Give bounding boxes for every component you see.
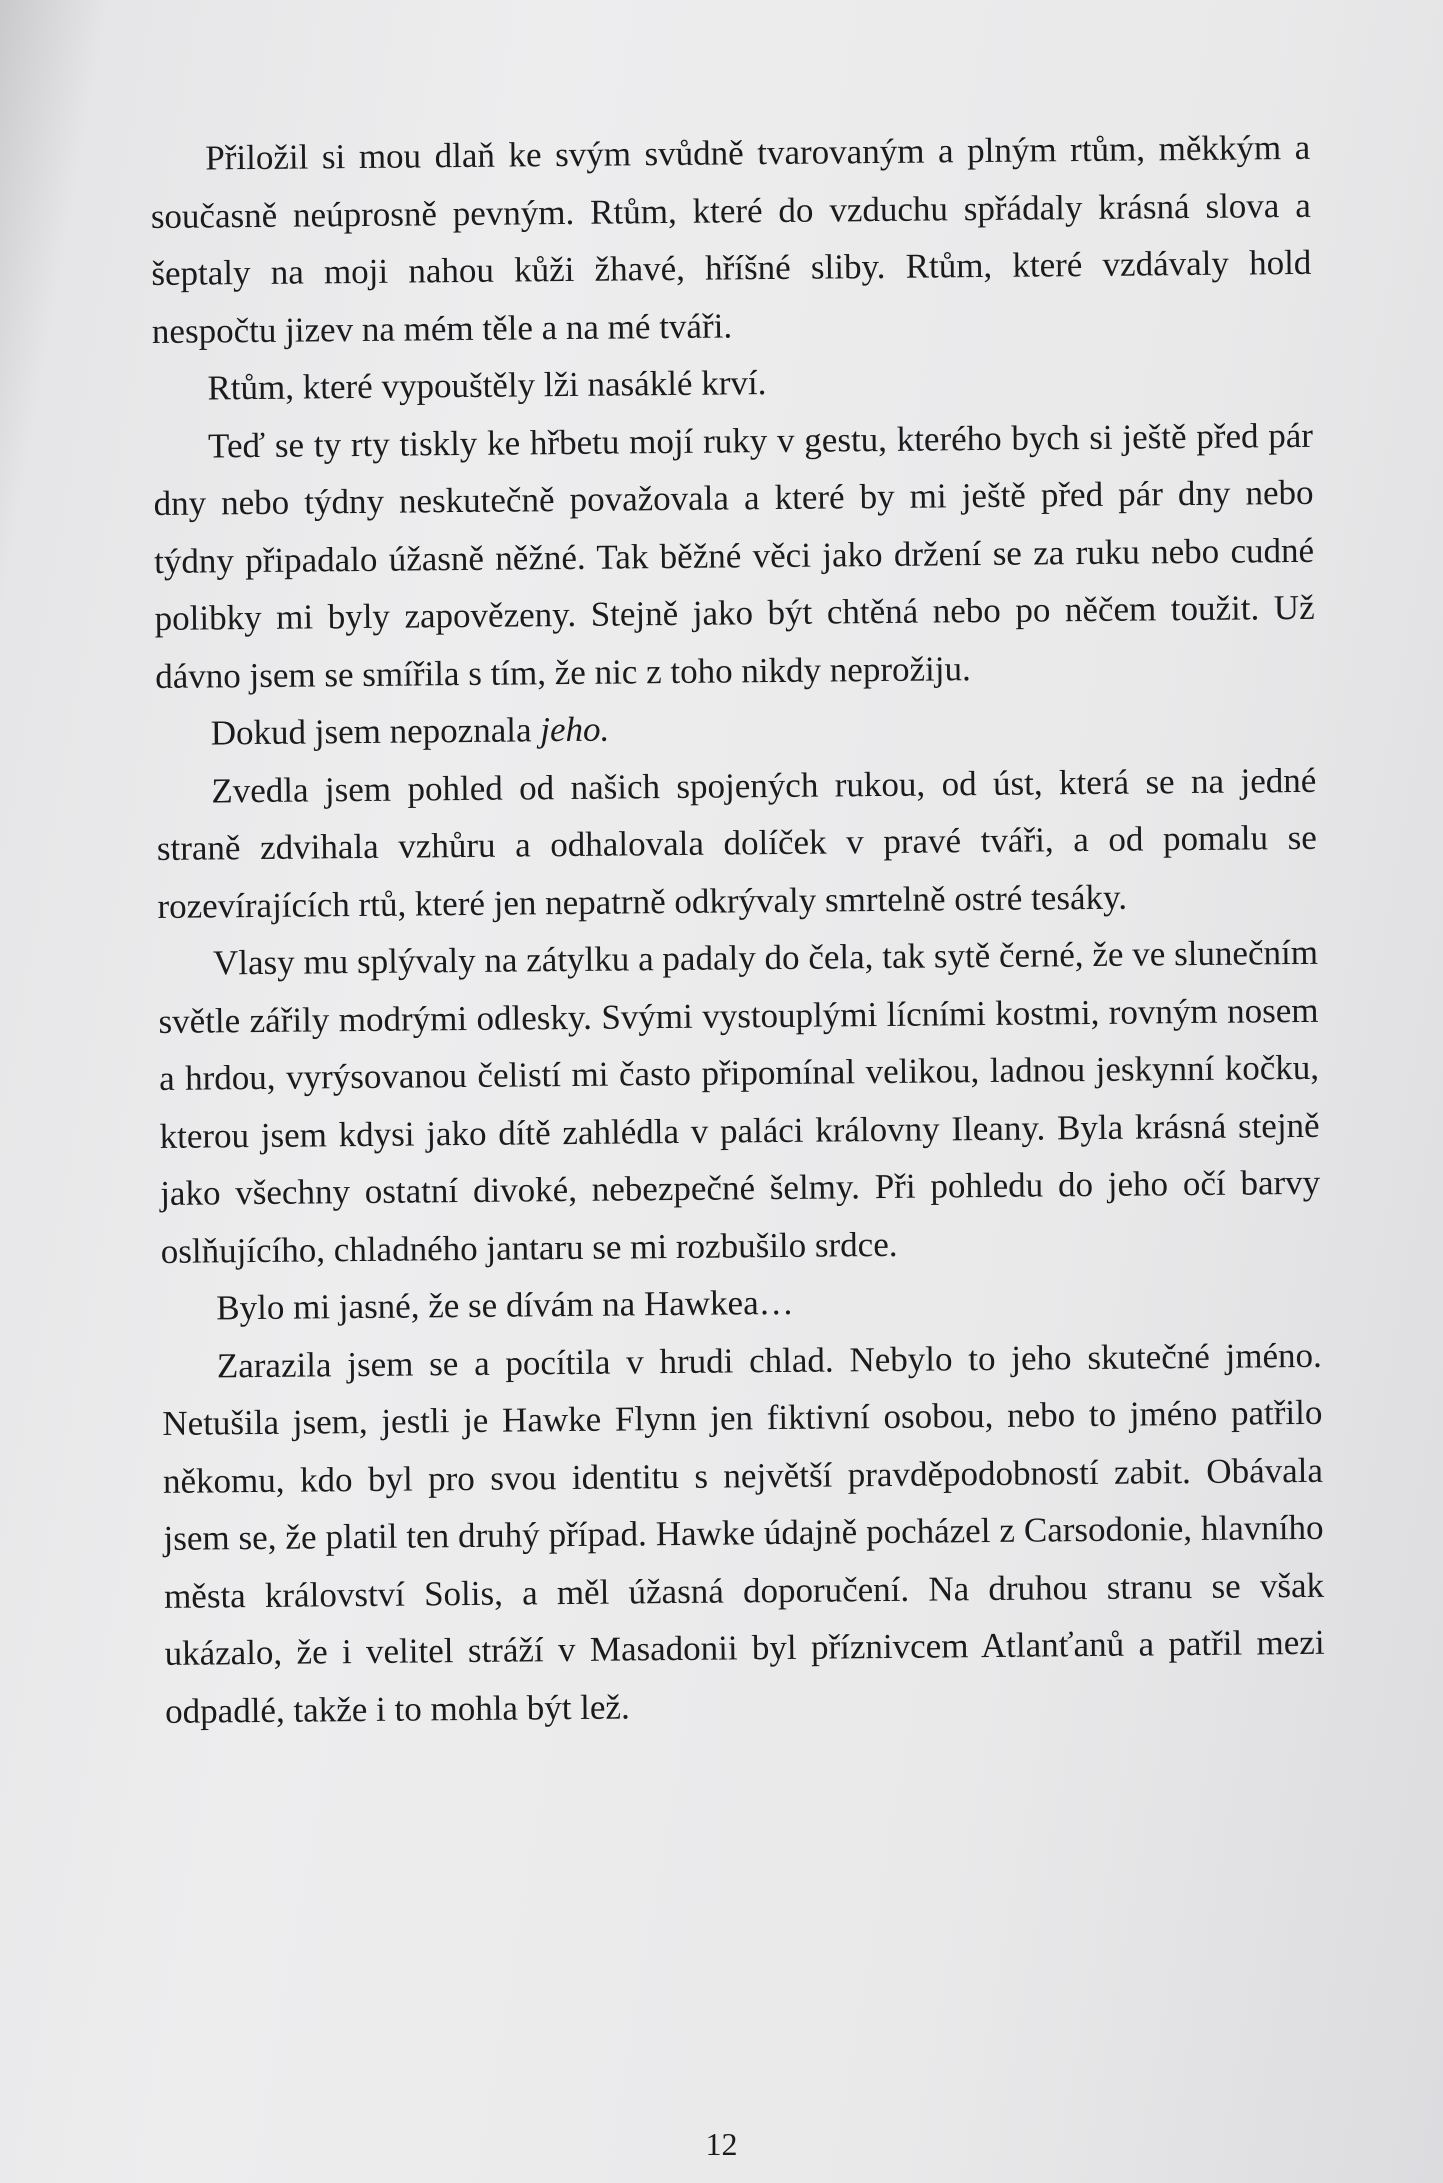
- paragraph-4-text: Dokud jsem nepoznala: [210, 710, 541, 753]
- body-text: [150, 119, 1325, 1740]
- paragraph-3: Teď se ty rty tiskly ke hřbetu mojí ruky v gestu, kterého bych si ještě před pár dny nebo týdny neskutečně považovala a které by mi ještě před pár dny nebo týdny připadalo úžasně něžné. Tak běžné věci jako držení se za ruku nebo cudné polibky mi byly zapovězeny. Stejně jako být chtěná nebo po něčem toužit. Už dávno jsem se smířila s tím, že nic z toho nikdy neprožiju.: [153, 415, 1315, 696]
- paragraph-1: Přiložil si mou dlaň ke svým svůdně tvarovaným a plným rtům, měkkým a současně neúprosně pevným. Rtům, které do vzduchu spřádaly krásná slova a šeptaly na moji nahou kůži žhavé, hříšné sliby. Rtům, které vzdávaly hold nespočtu jizev na mém těle a na mé tváři.: [150, 127, 1312, 351]
- paragraph-8: Zarazila jsem se a pocítila v hrudi chlad. Nebylo to jeho skutečné jméno. Netušila jsem, jestli je Hawke Flynn jen fiktivní osobou, nebo to jméno patřilo někomu, kdo byl pro svou identitu s největší pravděpodobností zabit. Obávala jsem se, že platil ten druhý případ. Hawke údajně pocházel z Carsodonie, hlavního města království Solis, a měl úžasná doporučení. Na druhou stranu se však ukázalo, že i velitel stráží v Masadonii byl příznivcem Atlanťanů a patřil mezi odpadlé, takže i to mohla být lež.: [162, 1335, 1325, 1731]
- emphasized-word: jeho.: [540, 709, 610, 750]
- paragraph-2: Rtům, které vypouštěly lži nasáklé krví.: [207, 363, 767, 408]
- paragraph-5: Zvedla jsem pohled od našich spojených rukou, od úst, která se na jedné straně zdvihala vzhůru a odhalovala dolíček v pravé tváři, a od pomalu se rozevírajících rtů, které jen nepatrně odkrývaly smrtelně ostré tesáky.: [156, 760, 1318, 926]
- page-number: 12: [705, 2126, 738, 2162]
- paragraph-7: Bylo mi jasné, že se dívám na Hawkea…: [216, 1282, 794, 1328]
- paragraph-6: Vlasy mu splývaly na zátylku a padaly do čela, tak sytě černé, že ve slunečním světle zářily modrými odlesky. Svými vystouplými lícními kostmi, rovným nosem a hrdou, vyrýsovanou čelistí mi často připomínal velikou, ladnou jeskynní kočku, kterou jsem kdysi jako dítě zahlédla v paláci královny Ileany. Byla krásná stejně jako všechny ostatní divoké, nebezpečné šelmy. Při pohledu do jeho očí barvy oslňujícího, chladného jantaru se mi rozbušilo srdce.: [158, 932, 1321, 1271]
